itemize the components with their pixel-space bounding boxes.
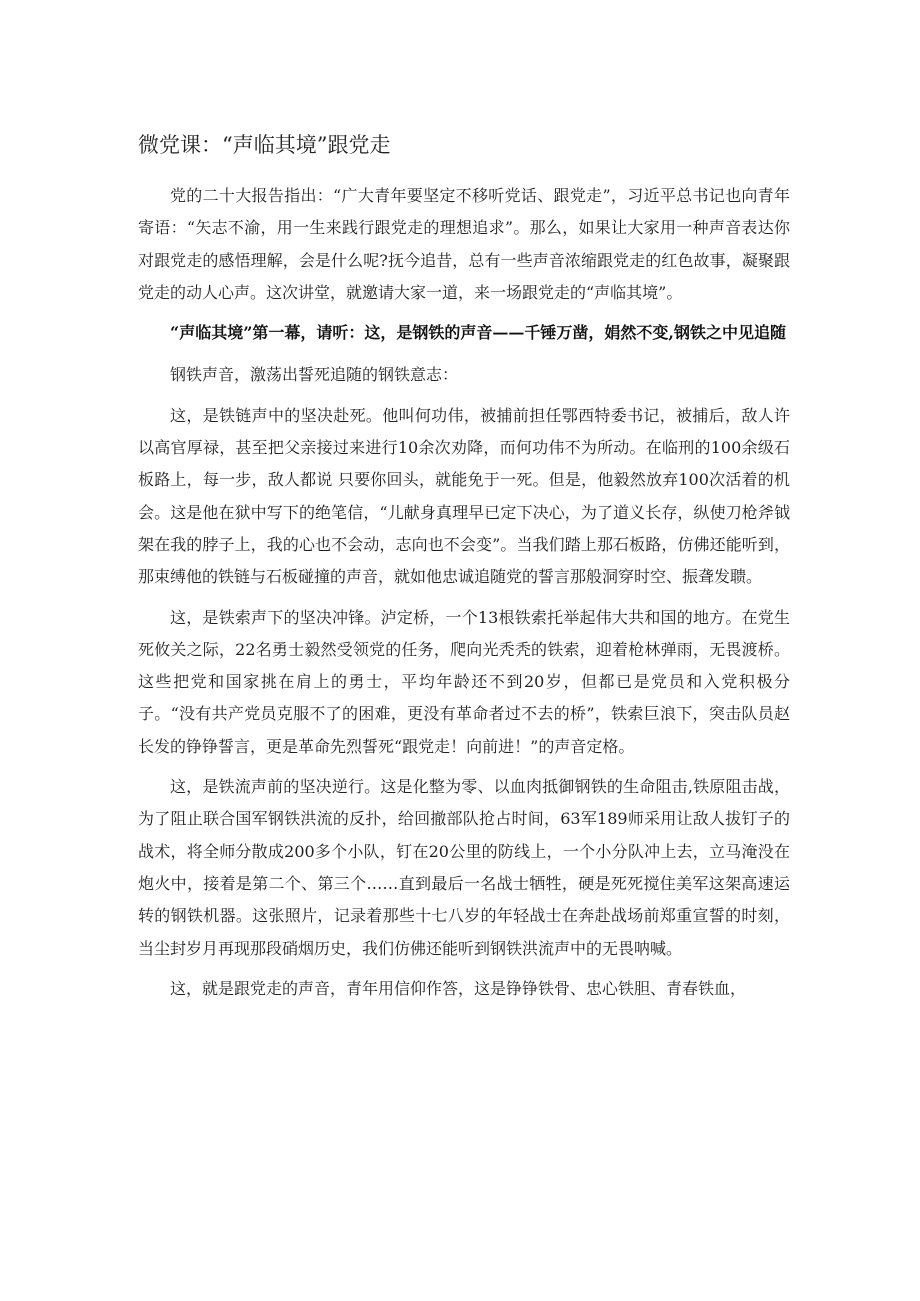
paragraph-lead: 钢铁声音，激荡出誓死追随的钢铁意志： bbox=[170, 365, 459, 385]
document-body bbox=[138, 180, 790, 1013]
document-title: 微党课：“声临其境”跟党走 bbox=[138, 133, 391, 157]
paragraph-bridge: 这，是铁索声下的坚决冲锋。泸定桥，一个13根铁索托举起伟大共和国的地方。在党生死攸关之际，22名勇士毅然受领党的任务，爬向光秃秃的铁索，迎着枪林弹雨，无畏渡桥。这些把党和国家挑在肩上的勇士，平均年龄还不到20岁，但都已是党员和入党积极分子。“没有共产党员克服不了的困难，更没有革命者过不去的桥”，铁索巨浪下，突击队员赵长发的铮铮誓言，更是革命先烈誓死“跟党走！向前进！”的声音定格。 bbox=[138, 607, 790, 756]
paragraph-closing: 这，就是跟党走的声音，青年用信仰作答，这是铮铮铁骨、忠心铁胆、青春铁血， bbox=[170, 978, 747, 998]
paragraph-battle: 这，是铁流声前的坚决逆行。这是化整为零、以血肉抵御钢铁的生命阻击,铁原阻击战，为了阻止联合国军钢铁洪流的反扑，给回撤部队抢占时间，63军189师采用让敌人拔钉子的战术，将全师分散成200多个小队，钉在20公里的防线上，一个小分队冲上去，立马淹没在炮火中，接着是第二个、第三个……直到最后一名战士牺牲，硬是死死搅住美军这架高速运转的钢铁机器。这张照片，记录着那些十七八岁的年轻战士在奔赴战场前郑重宣誓的时刻，当尘封岁月再现那段硝烟历史，我们仿佛还能听到钢铁洪流声中的无畏呐喊。 bbox=[138, 777, 790, 958]
section-heading: “声临其境”第一幕，请听：这，是钢铁的声音——千锤万凿，娟然不变,钢铁之中见追随 bbox=[170, 323, 786, 343]
paragraph-chain: 这，是铁链声中的坚决赴死。他叫何功伟，被捕前担任鄂西特委书记，被捕后，敌人许以高官厚禄，甚至把父亲接过来进行10余次劝降，而何功伟不为所动。在临刑的100余级石板路上，每一步，敌人都说 只要你回头，就能免于一死。但是，他毅然放弃100次活着的机会。这是他在狱中写下的绝笔信，“儿献身真理早已定下决心，为了道义长存，纵使刀枪斧钺架在我的脖子上，我的心也不会动，志向也不会变”。当我们踏上那石板路，仿佛还能听到，那束缚他的铁链与石板碰撞的声音，就如他忠诚追随党的誓言那般洞穿时空、振聋发聩。 bbox=[138, 405, 790, 587]
paragraph-intro: 党的二十大报告指出：“广大青年要坚定不移听党话、跟党走”，习近平总书记也向青年寄语：“矢志不渝，用一生来践行跟党走的理想追求”。那么，如果让大家用一种声音表达你对跟党走的感悟理解，会是什么呢?抚今追昔，总有一些声音浓缩跟党走的红色故事，凝聚跟党走的动人心声。这次讲堂，就邀请大家一道，来一场跟党走的“声临其境”。 bbox=[138, 186, 790, 302]
